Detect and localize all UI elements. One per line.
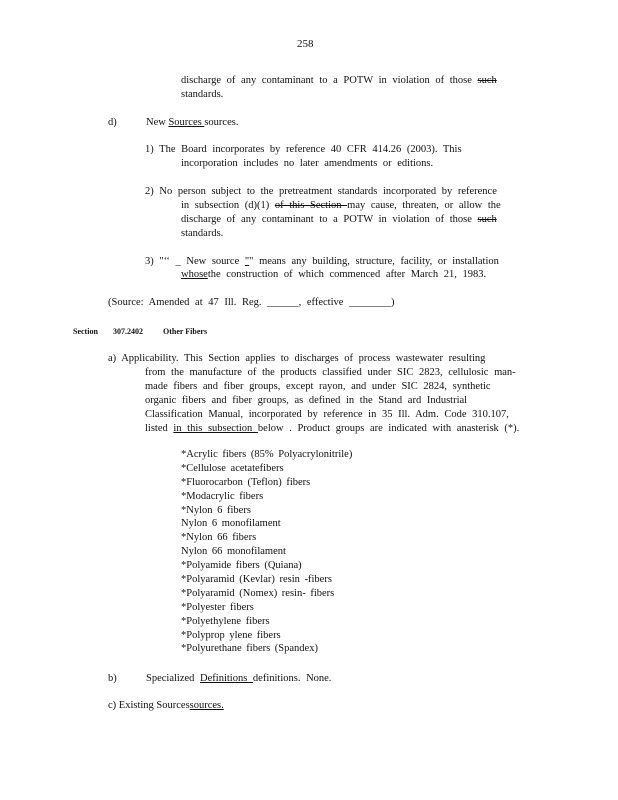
- struck-text: such: [477, 214, 497, 225]
- product-list: [181, 448, 352, 656]
- list-item: *Polyprop ylene fibers: [181, 629, 281, 641]
- item-b-label: b): [108, 673, 117, 684]
- text: (Source: Amended at 47 Ill. Reg.: [108, 297, 268, 308]
- list-item: *Nylon 66 fibers: [181, 532, 257, 544]
- blank: ________: [349, 297, 392, 308]
- inserted-quote: ": [244, 256, 250, 267]
- item-d1-line-1: 1) The Board incorporates by reference 40 CFR 414.26 (2003). This: [145, 144, 462, 155]
- text: 3) "‘‘: [145, 256, 176, 267]
- top-para-line-1: [181, 74, 497, 88]
- item-d2-line-2: [181, 199, 501, 213]
- list-item: *Polyurethane fibers (Spandex): [181, 643, 318, 655]
- item-d-heading: [146, 116, 238, 130]
- item-a-line-2: from the manufacture of the products classified under SIC 2823, cellulosic man-: [145, 367, 516, 378]
- list-item: *Polyaramid (Nomex) resin- fibers: [181, 587, 335, 599]
- text: , effective: [298, 297, 350, 308]
- list-item: *Polyester fibers: [181, 601, 254, 613]
- text: Specialized: [146, 673, 201, 684]
- struck-text: such: [477, 75, 497, 86]
- list-item: *Cellulose acetatefibers: [181, 462, 284, 474]
- inserted-text: in this subsection: [173, 423, 258, 434]
- text: listed: [145, 423, 174, 434]
- section-label: Section: [73, 327, 98, 336]
- inserted-text: sources.: [189, 700, 224, 711]
- list-item: *Polyethylene fibers: [181, 615, 270, 627]
- text: " means any building, structure, facility, or installation: [249, 256, 499, 267]
- item-b-text: [146, 672, 331, 686]
- text: in subsection (d)(1): [181, 200, 275, 211]
- text: _ New source: [175, 256, 245, 267]
- top-para-line-2: standards.: [181, 89, 224, 100]
- list-item: *Acrylic fibers (85% Polyacrylonitrile): [181, 449, 353, 460]
- item-d3-line-1: [145, 255, 499, 269]
- inserted-text: whose: [181, 269, 208, 280]
- item-d2-line-1: 2) No person subject to the pretreatment standards incorporated by reference: [145, 186, 497, 197]
- list-item: Nylon 6 monofilament: [181, 518, 281, 530]
- list-item: Nylon 66 monofilament: [181, 546, 286, 558]
- item-d1-line-2: incorporation includes no later amendments or editions.: [181, 158, 434, 169]
- text: discharge of any contaminant to a POTW in violation of those: [181, 214, 478, 225]
- item-d3-line-2: [181, 268, 486, 282]
- text: sources.: [204, 117, 239, 128]
- blank: ______: [267, 297, 299, 308]
- inserted-text: Sources: [168, 117, 205, 128]
- text: may cause, threaten, or allow the: [347, 200, 501, 211]
- item-c-text: [108, 699, 224, 713]
- section-number: 307.2402: [113, 327, 143, 336]
- list-item: *Fluorocarbon (Teflon) fibers: [181, 476, 311, 488]
- text: construction of which commenced after March 21, 1983.: [220, 269, 487, 280]
- text: discharge of any contaminant to a POTW in violation of those: [181, 75, 478, 86]
- text: the: [207, 269, 221, 280]
- list-item: *Nylon 6 fibers: [181, 504, 251, 516]
- item-d2-line-4: standards.: [181, 228, 224, 239]
- text: definitions. None.: [252, 673, 332, 684]
- item-a-line-5: Classification Manual, incorporated by reference in 35 Ill. Adm. Code 310.107,: [145, 409, 509, 420]
- text: . Product groups are indicated with anasterisk (*).: [283, 423, 520, 434]
- inserted-text: Definitions: [200, 673, 253, 684]
- source-note: [108, 296, 395, 310]
- item-d2-line-3: [181, 213, 497, 227]
- item-a-line-4: organic fibers and fiber groups, as defined in the Stand ard Industrial: [145, 395, 468, 406]
- struck-text: of this Section: [274, 200, 348, 211]
- item-a-line-1: a) Applicability. This Section applies to discharges of process wastewater resulting: [108, 353, 486, 364]
- text: ): [391, 297, 395, 308]
- page-number: 258: [297, 38, 314, 50]
- list-item: *Modacrylic fibers: [181, 490, 264, 502]
- text: c) Existing Sources: [108, 700, 190, 711]
- list-item: *Polyamide fibers (Quiana): [181, 560, 302, 572]
- text: New: [146, 117, 169, 128]
- list-item: *Polyaramid (Kevlar) resin -fibers: [181, 574, 332, 586]
- section-title: Other Fibers: [163, 327, 208, 336]
- item-d-label: d): [108, 117, 117, 128]
- item-a-line-3: made fibers and fiber groups, except rayon, and under SIC 2824, synthetic: [145, 381, 491, 392]
- text: below: [257, 423, 284, 434]
- item-a-line-6: [145, 422, 519, 436]
